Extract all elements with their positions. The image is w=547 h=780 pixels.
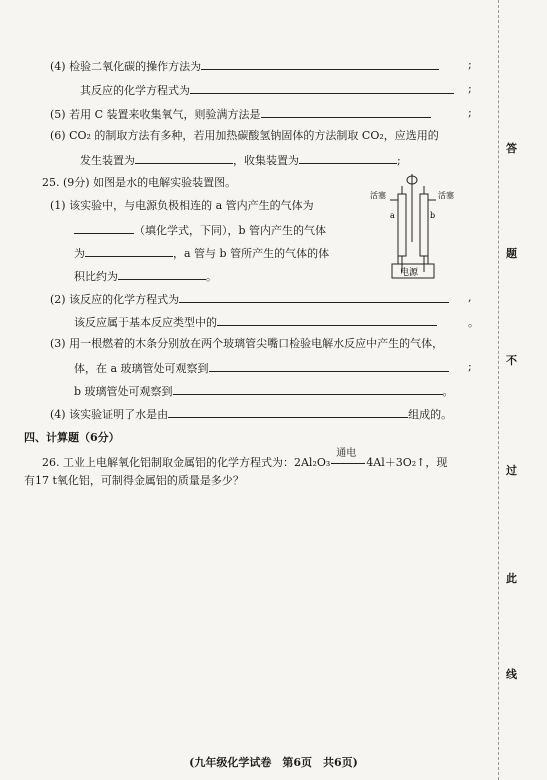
answer-blank[interactable] [85, 245, 173, 257]
q25-item1-line-a: (1) 该实验中，与电源负极相连的 a 管内产生的气体为 [50, 199, 314, 212]
q25-item2-line-b: 该反应属于基本反应类型中的 [74, 314, 437, 330]
q24-item4-text: (4) 检验二氧化碳的操作方法为 [50, 60, 202, 73]
q26-line2: 有17 t氧化铝，可制得金属铝的质量是多少？ [24, 474, 244, 487]
valve-left-label: 活塞 [370, 191, 386, 200]
electrolysis-apparatus-figure [368, 172, 472, 282]
q24-item5-line [50, 106, 431, 122]
power-label: 电源 [400, 268, 419, 278]
answer-blank[interactable] [179, 291, 449, 303]
q25-item3-line-a: (3) 用一根燃着的木条分别放在两个玻璃管尖嘴口检验电解水反应中产生的气体， [50, 337, 444, 350]
tube-b-label: b [430, 211, 436, 220]
tube-a-label: a [390, 211, 395, 220]
answer-blank[interactable] [299, 152, 397, 164]
answer-blank[interactable] [168, 406, 408, 418]
q25-item1-line-b [74, 222, 326, 238]
q25-item1-line-c: 为 ，a 管与 b 管所产生的气体的体 [74, 247, 330, 260]
page-footer: (九年级化学试卷 第6页 共6页) [189, 756, 358, 769]
binding-line [498, 0, 500, 780]
q24-item5-text: (5) 若用 C 装置来收集氧气，则验满方法是 [50, 108, 261, 121]
q24-item6-line: (6) CO₂ 的制取方法有多种，若用加热碳酸氢钠固体的方法制取 CO₂，应选用的 [50, 129, 439, 142]
answer-blank[interactable] [209, 360, 449, 372]
q25-title: 25. (9分) 如图是水的电解实验装置图。 [42, 176, 237, 189]
answer-blank[interactable] [190, 82, 454, 94]
q26-line1: 26. 工业上电解氧化铝制取金属铝的化学方程式为：2Al₂O₃ 通电 4Al＋3O₂↑，现 [42, 448, 448, 469]
answer-blank[interactable] [261, 106, 431, 118]
q24-item6b-line: 发生装置为 ，收集装置为 ; [80, 154, 401, 167]
answer-blank[interactable] [173, 383, 443, 395]
margin-char: 过 [506, 464, 517, 477]
answer-blank[interactable] [217, 314, 437, 326]
q24-item4-line [50, 58, 439, 74]
answer-blank[interactable] [74, 222, 134, 234]
margin-char: 答 [506, 142, 517, 155]
q25-item2-line-a: (2) 该反应的化学方程式为 [50, 291, 449, 307]
margin-char: 此 [506, 572, 517, 585]
answer-blank[interactable] [201, 58, 439, 70]
answer-blank[interactable] [118, 268, 206, 280]
valve-right-label: 活塞 [438, 191, 454, 200]
exam-page: (4) 检验二氧化碳的操作方法为 ; 其反应的化学方程式为 ; (5) 若用 C 装置来收集氧气，则验满方法是 ; (6) CO₂ 的制取方法有多种，若用加热碳酸氢钠固体的方法制取 CO₂，应选用的 发生装置为 ，收集装置为 ; 25. (9分) 如图是水的电解实验装置图。 (1) 该实验中，与电源负极相连的 a 管内产生的气体为 （填化学式，下同），b 管内产生的气体 为 ，a 管与 b 管所产生的气体的体 积比约为 。 电源 活塞 活塞 a b (2) 该反应的化学方程式为 , 该反应属于基本反应类型中的 。 (3) 用一根燃着的木条分别放在两个玻璃管尖嘴口检验电解水反应中产生的气体， 体，在 a 玻璃管处可观察到 ; b 玻璃管处可观察到 。 (4) 该实验证明了水是由 组成的。 四、计算题（6分） 26. 工业上电解氧化铝制取金属铝的化学方程式为：2Al₂O₃ 通电 4Al＋3O₂↑，现 有17 t氧化铝，可制得金属铝的质量是多少？ 答 题 不 过 此 线 (九年级化学试卷 第6页 共6页) [0, 0, 547, 780]
q24-item6b-text2: ，收集装置为 [233, 154, 299, 167]
q25-item3-line-b: 体，在 a 玻璃管处可观察到 [74, 360, 449, 376]
margin-char: 题 [506, 247, 517, 260]
answer-blank[interactable] [135, 152, 233, 164]
q24-item4b-text: 其反应的化学方程式为 [80, 84, 190, 97]
q25-item1b-text: （填化学式，下同），b 管内产生的气体 [134, 224, 327, 237]
q24-item6b-text1: 发生装置为 [80, 154, 135, 167]
section4-title: 四、计算题（6分） [24, 431, 120, 444]
q25-item3-line-c: b 玻璃管处可观察到 。 [74, 385, 454, 398]
reaction-condition: 通电 [330, 456, 366, 470]
margin-char: 不 [506, 354, 517, 367]
q24-item4b-line [80, 82, 454, 98]
q25-item1-line-d: 积比约为 。 [74, 270, 217, 283]
margin-char: 线 [506, 668, 517, 681]
q25-item4-line: (4) 该实验证明了水是由 组成的。 [50, 408, 453, 421]
